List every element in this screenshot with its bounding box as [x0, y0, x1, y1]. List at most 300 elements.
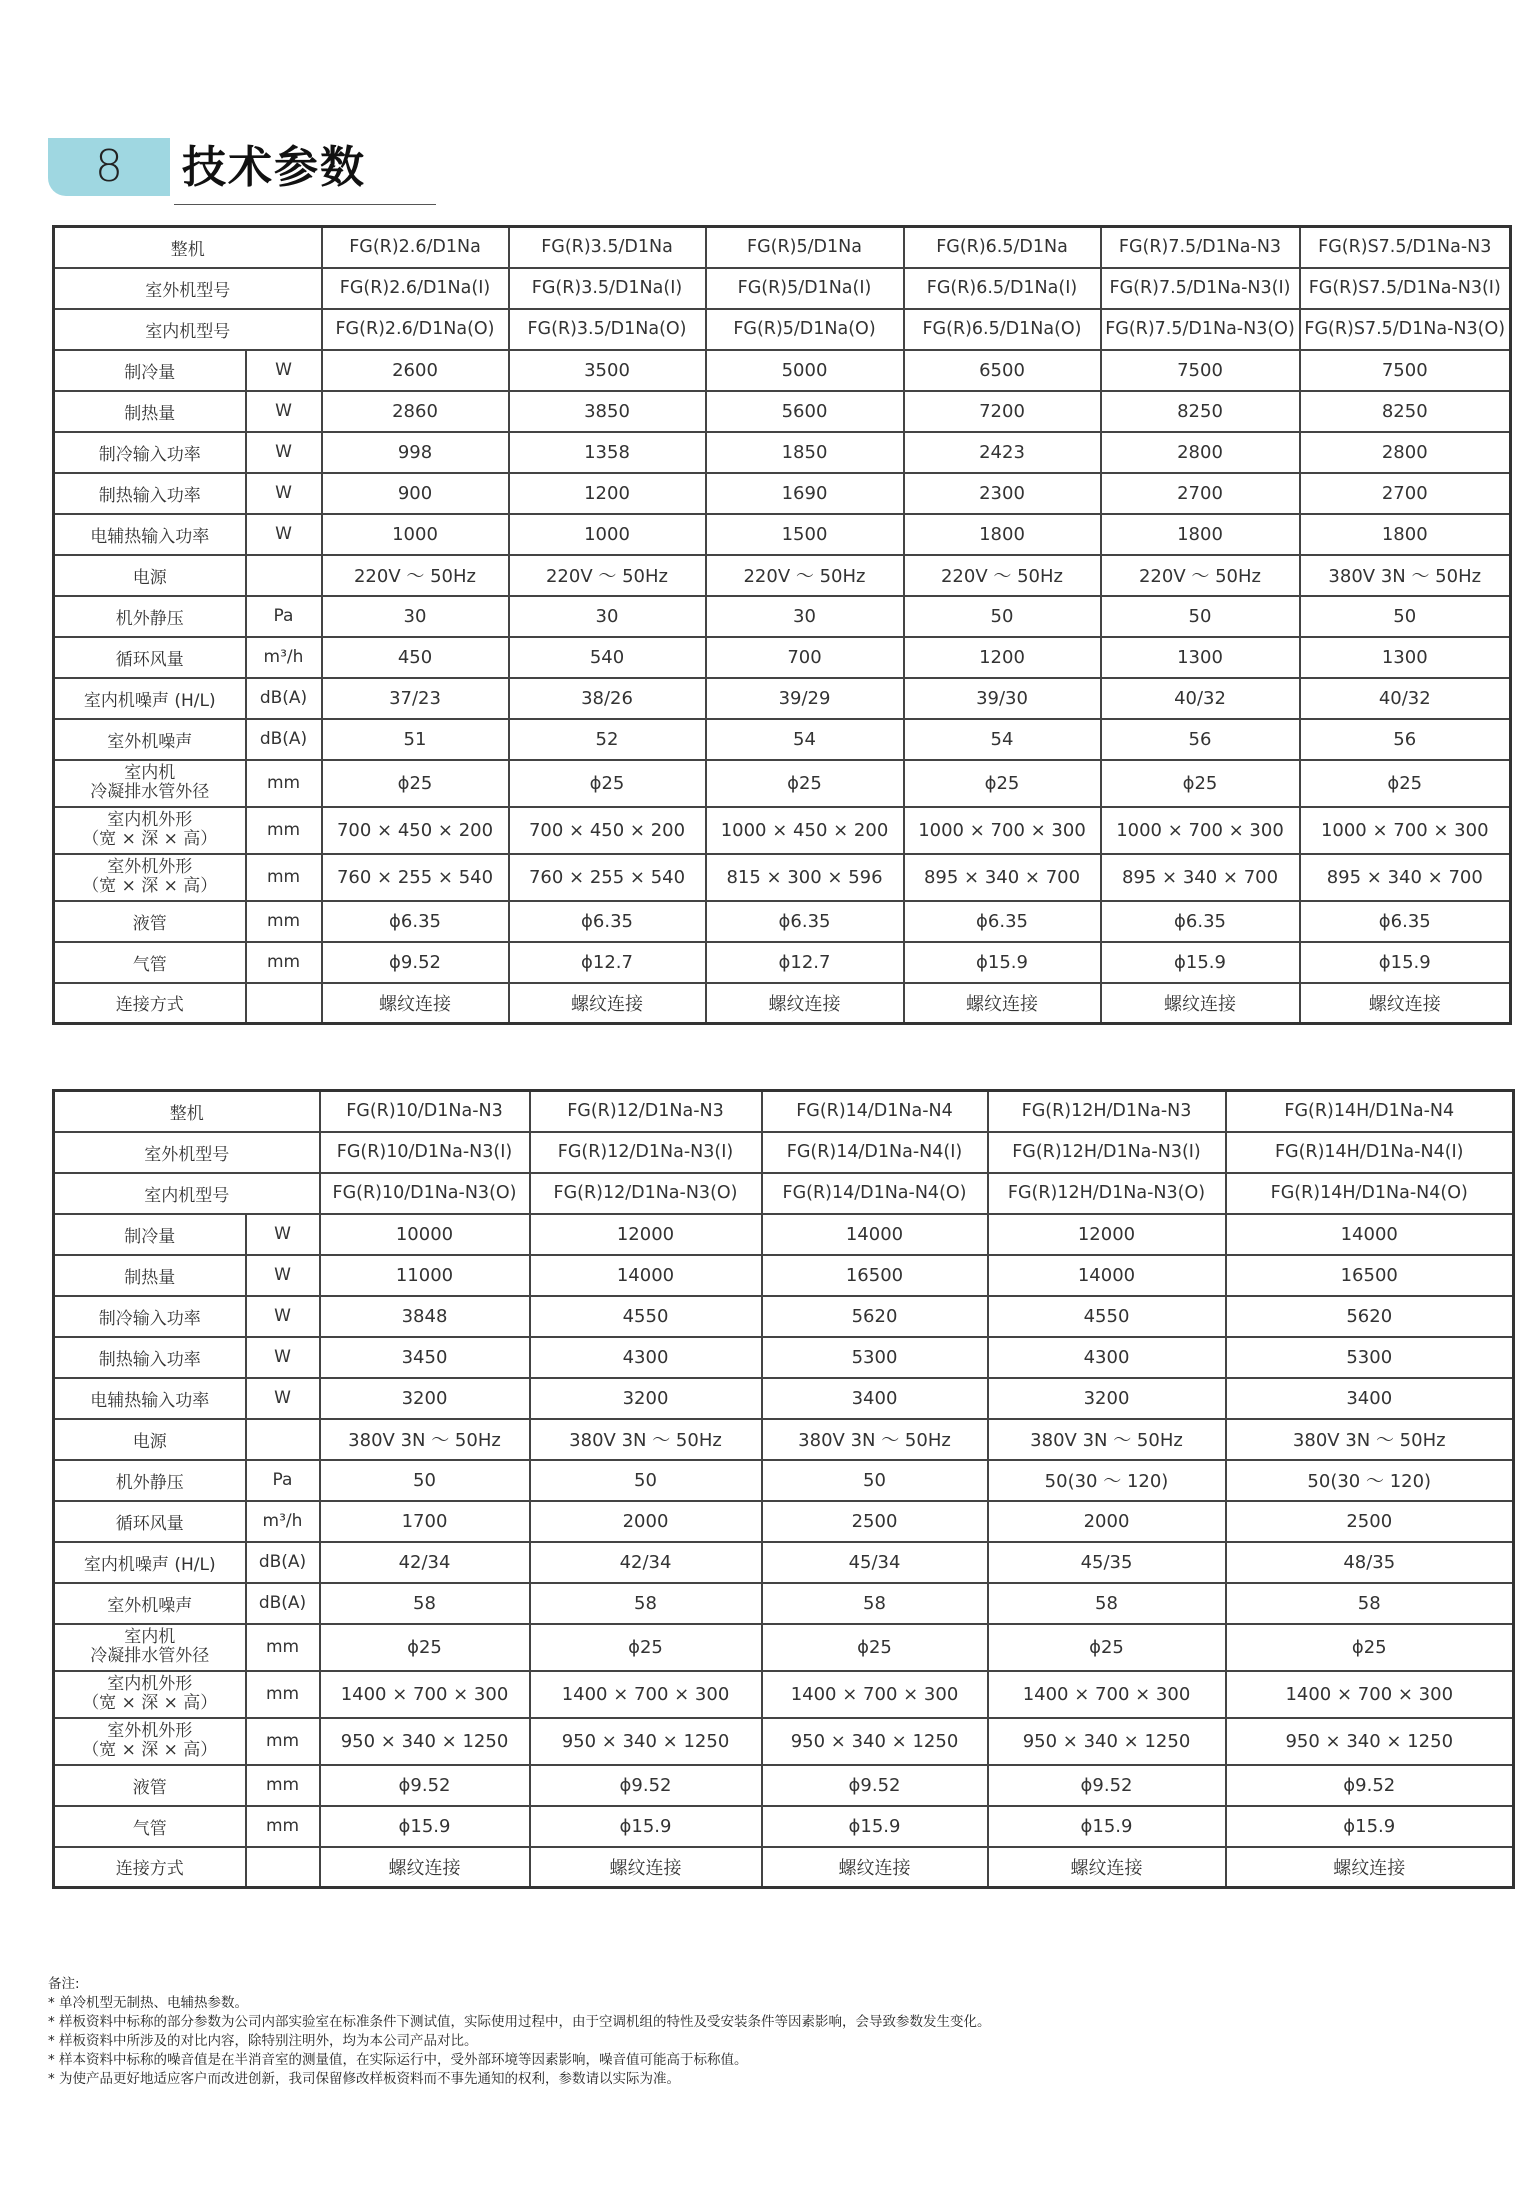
value-cell: 380V 3N ～ 50Hz — [1226, 1419, 1514, 1460]
value-cell: 1000 — [509, 514, 706, 555]
value-cell: 54 — [706, 719, 904, 760]
value-cell: 5620 — [762, 1296, 988, 1337]
value-cell: 540 — [509, 637, 706, 678]
value-cell: 11000 — [320, 1255, 530, 1296]
model-cell: FG(R)12/D1Na-N3(O) — [530, 1173, 762, 1214]
row-label: 制热量 — [54, 1255, 246, 1296]
value-cell: 1000 — [322, 514, 509, 555]
value-cell: 1300 — [1101, 637, 1300, 678]
value-cell: 30 — [322, 596, 509, 637]
value-cell: 5620 — [1226, 1296, 1514, 1337]
model-cell: FG(R)6.5/D1Na(O) — [904, 309, 1101, 350]
row-label: 循环风量 — [54, 1501, 246, 1542]
spec-row — [54, 1337, 1514, 1378]
value-cell: 2860 — [322, 391, 509, 432]
value-cell: 5300 — [762, 1337, 988, 1378]
value-cell: 50 — [762, 1460, 988, 1501]
value-cell: 2000 — [530, 1501, 762, 1542]
row-label: 室外机型号 — [54, 1132, 320, 1173]
value-cell: ϕ9.52 — [322, 942, 509, 983]
value-cell: 1200 — [904, 637, 1101, 678]
model-row-outdoor — [54, 268, 1511, 309]
value-cell: ϕ25 — [706, 760, 904, 807]
unit-cell: mm — [246, 854, 322, 901]
value-cell: 50 — [530, 1460, 762, 1501]
value-cell: ϕ25 — [320, 1624, 530, 1671]
row-label: 液管 — [54, 901, 246, 942]
value-cell: 56 — [1300, 719, 1511, 760]
value-cell: 2600 — [322, 350, 509, 391]
note-item: * 样本资料中标称的噪音值是在半消音室的测量值，在实际运行中，受外部环境等因素影响，噪音值可能高于标称值。 — [48, 2052, 748, 2068]
model-cell: FG(R)14H/D1Na-N4 — [1226, 1091, 1514, 1132]
value-cell: 14000 — [988, 1255, 1226, 1296]
unit-cell: Pa — [246, 596, 322, 637]
spec-row — [54, 1296, 1514, 1337]
spec-row — [54, 1460, 1514, 1501]
value-cell: 450 — [322, 637, 509, 678]
model-cell: FG(R)3.5/D1Na(O) — [509, 309, 706, 350]
value-cell: ϕ6.35 — [904, 901, 1101, 942]
spec-row — [54, 555, 1511, 596]
value-cell: 4300 — [530, 1337, 762, 1378]
value-cell: ϕ25 — [1101, 760, 1300, 807]
value-cell: 1400 × 700 × 300 — [530, 1671, 762, 1718]
value-cell: 螺纹连接 — [904, 983, 1101, 1024]
value-cell: ϕ9.52 — [320, 1765, 530, 1806]
value-cell: 3500 — [509, 350, 706, 391]
unit-cell: mm — [246, 1624, 320, 1671]
value-cell: 螺纹连接 — [762, 1847, 988, 1888]
value-cell: 3400 — [1226, 1378, 1514, 1419]
unit-cell — [246, 1847, 320, 1888]
value-cell: ϕ6.35 — [706, 901, 904, 942]
unit-cell: m³/h — [246, 637, 322, 678]
row-label: 制冷输入功率 — [54, 432, 246, 473]
section-title: 技术参数 — [182, 142, 366, 193]
row-label-line1: 室外机外形 — [107, 1721, 193, 1741]
model-cell: FG(R)12H/D1Na-N3(I) — [988, 1132, 1226, 1173]
row-label: 室外机型号 — [54, 268, 322, 309]
model-row-indoor — [54, 1173, 1514, 1214]
unit-cell: mm — [246, 760, 322, 807]
model-cell: FG(R)10/D1Na-N3(I) — [320, 1132, 530, 1173]
value-cell: 6500 — [904, 350, 1101, 391]
model-cell: FG(R)5/D1Na — [706, 227, 904, 268]
value-cell: 50(30 ～ 120) — [1226, 1460, 1514, 1501]
spec-row — [54, 514, 1511, 555]
notes — [48, 1975, 1488, 2089]
value-cell: 220V ～ 50Hz — [1101, 555, 1300, 596]
spec-row — [54, 760, 1511, 807]
model-cell: FG(R)5/D1Na(O) — [706, 309, 904, 350]
unit-cell: W — [246, 1296, 320, 1337]
value-cell: ϕ15.9 — [320, 1806, 530, 1847]
row-label: 室内机噪声 (H/L) — [54, 1542, 246, 1583]
model-row-header — [54, 1091, 1514, 1132]
row-label: 电辅热输入功率 — [54, 1378, 246, 1419]
row-label: 循环风量 — [54, 637, 246, 678]
value-cell: 16500 — [762, 1255, 988, 1296]
row-label: 室内机型号 — [54, 1173, 320, 1214]
value-cell: 950 × 340 × 1250 — [320, 1718, 530, 1765]
row-label — [54, 1718, 246, 1765]
unit-cell: dB(A) — [246, 719, 322, 760]
value-cell: 42/34 — [530, 1542, 762, 1583]
row-label: 制热量 — [54, 391, 246, 432]
unit-cell: W — [246, 1337, 320, 1378]
value-cell: ϕ25 — [322, 760, 509, 807]
row-label: 室外机噪声 — [54, 1583, 246, 1624]
value-cell: 380V 3N ～ 50Hz — [988, 1419, 1226, 1460]
value-cell: 螺纹连接 — [320, 1847, 530, 1888]
value-cell: 30 — [706, 596, 904, 637]
value-cell: 1800 — [1101, 514, 1300, 555]
row-label — [54, 854, 246, 901]
spec-row — [54, 391, 1511, 432]
value-cell: 54 — [904, 719, 1101, 760]
model-cell: FG(R)7.5/D1Na-N3(O) — [1101, 309, 1300, 350]
row-label: 制冷量 — [54, 350, 246, 391]
value-cell: 螺纹连接 — [1226, 1847, 1514, 1888]
value-cell: 5600 — [706, 391, 904, 432]
value-cell: ϕ25 — [762, 1624, 988, 1671]
unit-cell: W — [246, 514, 322, 555]
value-cell: 1000 × 700 × 300 — [1101, 807, 1300, 854]
value-cell: ϕ25 — [530, 1624, 762, 1671]
value-cell: ϕ15.9 — [530, 1806, 762, 1847]
value-cell: 1800 — [904, 514, 1101, 555]
value-cell: 7500 — [1101, 350, 1300, 391]
model-cell: FG(R)5/D1Na(I) — [706, 268, 904, 309]
value-cell: ϕ6.35 — [322, 901, 509, 942]
row-label: 电辅热输入功率 — [54, 514, 246, 555]
row-label — [54, 1624, 246, 1671]
row-label-line2: 冷凝排水管外径 — [90, 1646, 210, 1666]
value-cell: 螺纹连接 — [988, 1847, 1226, 1888]
value-cell: 220V ～ 50Hz — [706, 555, 904, 596]
value-cell: 14000 — [530, 1255, 762, 1296]
spec-row — [54, 1583, 1514, 1624]
value-cell: 220V ～ 50Hz — [322, 555, 509, 596]
spec-row — [54, 1378, 1514, 1419]
spec-row — [54, 596, 1511, 637]
spec-row — [54, 678, 1511, 719]
spec-row — [54, 942, 1511, 983]
value-cell: 895 × 340 × 700 — [1300, 854, 1511, 901]
unit-cell: W — [246, 1378, 320, 1419]
value-cell: 8250 — [1300, 391, 1511, 432]
value-cell: 1700 — [320, 1501, 530, 1542]
row-label — [54, 1671, 246, 1718]
value-cell: 380V 3N ～ 50Hz — [762, 1419, 988, 1460]
model-row-header — [54, 227, 1511, 268]
value-cell: ϕ25 — [1226, 1624, 1514, 1671]
value-cell: 1400 × 700 × 300 — [762, 1671, 988, 1718]
value-cell: 950 × 340 × 1250 — [762, 1718, 988, 1765]
value-cell: 16500 — [1226, 1255, 1514, 1296]
spec-row — [54, 637, 1511, 678]
row-label: 气管 — [54, 942, 246, 983]
value-cell: 2700 — [1101, 473, 1300, 514]
value-cell: 螺纹连接 — [1300, 983, 1511, 1024]
value-cell: ϕ15.9 — [988, 1806, 1226, 1847]
value-cell: 1400 × 700 × 300 — [1226, 1671, 1514, 1718]
note-item: * 为使产品更好地适应客户而改进创新，我司保留修改样板资料而不事先通知的权利，参数请以实际为准。 — [48, 2071, 681, 2087]
spec-row — [54, 1501, 1514, 1542]
model-cell: FG(R)S7.5/D1Na-N3(O) — [1300, 309, 1511, 350]
model-cell: FG(R)S7.5/D1Na-N3 — [1300, 227, 1511, 268]
value-cell: 700 — [706, 637, 904, 678]
value-cell: 39/30 — [904, 678, 1101, 719]
value-cell: 2500 — [1226, 1501, 1514, 1542]
row-label: 电源 — [54, 1419, 246, 1460]
unit-cell: W — [246, 432, 322, 473]
spec-row — [54, 1419, 1514, 1460]
row-label: 制热输入功率 — [54, 473, 246, 514]
model-cell: FG(R)10/D1Na-N3(O) — [320, 1173, 530, 1214]
note-item: * 样板资料中标称的部分参数为公司内部实验室在标准条件下测试值，实际使用过程中，由于空调机组的特性及受安装条件等因素影响，会导致参数发生变化。 — [48, 2014, 991, 2030]
value-cell: ϕ9.52 — [988, 1765, 1226, 1806]
value-cell: ϕ25 — [988, 1624, 1226, 1671]
value-cell: ϕ9.52 — [1226, 1765, 1514, 1806]
unit-cell: Pa — [246, 1460, 320, 1501]
model-cell: FG(R)14H/D1Na-N4(I) — [1226, 1132, 1514, 1173]
model-cell: FG(R)3.5/D1Na(I) — [509, 268, 706, 309]
value-cell: 58 — [530, 1583, 762, 1624]
value-cell: 12000 — [988, 1214, 1226, 1255]
value-cell: 1000 × 450 × 200 — [706, 807, 904, 854]
value-cell: 2300 — [904, 473, 1101, 514]
row-label: 室内机噪声 (H/L) — [54, 678, 246, 719]
value-cell: 950 × 340 × 1250 — [1226, 1718, 1514, 1765]
spec-row — [54, 1624, 1514, 1671]
unit-cell: dB(A) — [246, 678, 322, 719]
section-number: 8 — [95, 141, 123, 192]
row-label-line2: （宽 × 深 × 高） — [82, 1740, 218, 1760]
value-cell: 3850 — [509, 391, 706, 432]
value-cell: 3450 — [320, 1337, 530, 1378]
spec-row — [54, 983, 1511, 1024]
unit-cell: W — [246, 350, 322, 391]
spec-table-2 — [52, 1089, 1515, 1889]
value-cell: 45/34 — [762, 1542, 988, 1583]
model-cell: FG(R)6.5/D1Na — [904, 227, 1101, 268]
unit-cell: m³/h — [246, 1501, 320, 1542]
value-cell: 1358 — [509, 432, 706, 473]
value-cell: 1500 — [706, 514, 904, 555]
model-cell: FG(R)7.5/D1Na-N3 — [1101, 227, 1300, 268]
row-label: 连接方式 — [54, 983, 246, 1024]
unit-cell: mm — [246, 1765, 320, 1806]
model-cell: FG(R)14/D1Na-N4 — [762, 1091, 988, 1132]
spec-row — [54, 854, 1511, 901]
value-cell: 50(30 ～ 120) — [988, 1460, 1226, 1501]
row-label-line1: 室内机 — [124, 1627, 176, 1647]
value-cell: 5000 — [706, 350, 904, 391]
row-label — [54, 760, 246, 807]
value-cell: 50 — [320, 1460, 530, 1501]
row-label: 制热输入功率 — [54, 1337, 246, 1378]
value-cell: 3848 — [320, 1296, 530, 1337]
model-cell: FG(R)6.5/D1Na(I) — [904, 268, 1101, 309]
value-cell: 37/23 — [322, 678, 509, 719]
value-cell: 螺纹连接 — [1101, 983, 1300, 1024]
value-cell: 螺纹连接 — [509, 983, 706, 1024]
model-row-outdoor — [54, 1132, 1514, 1173]
unit-cell: dB(A) — [246, 1542, 320, 1583]
value-cell: 14000 — [1226, 1214, 1514, 1255]
model-cell: FG(R)7.5/D1Na-N3(I) — [1101, 268, 1300, 309]
unit-cell — [246, 555, 322, 596]
model-cell: FG(R)S7.5/D1Na-N3(I) — [1300, 268, 1511, 309]
unit-cell: W — [246, 391, 322, 432]
value-cell: 1690 — [706, 473, 904, 514]
value-cell: 760 × 255 × 540 — [322, 854, 509, 901]
spec-row — [54, 1542, 1514, 1583]
unit-cell: mm — [246, 901, 322, 942]
value-cell: 1000 × 700 × 300 — [904, 807, 1101, 854]
unit-cell: mm — [246, 807, 322, 854]
value-cell: ϕ15.9 — [904, 942, 1101, 983]
value-cell: 8250 — [1101, 391, 1300, 432]
row-label-line2: （宽 × 深 × 高） — [82, 1693, 218, 1713]
value-cell: 45/35 — [988, 1542, 1226, 1583]
value-cell: 5300 — [1226, 1337, 1514, 1378]
value-cell: ϕ6.35 — [509, 901, 706, 942]
value-cell: 30 — [509, 596, 706, 637]
value-cell: 760 × 255 × 540 — [509, 854, 706, 901]
value-cell: 12000 — [530, 1214, 762, 1255]
model-cell: FG(R)10/D1Na-N3 — [320, 1091, 530, 1132]
model-cell: FG(R)3.5/D1Na — [509, 227, 706, 268]
model-cell: FG(R)14/D1Na-N4(I) — [762, 1132, 988, 1173]
value-cell: 螺纹连接 — [530, 1847, 762, 1888]
value-cell: 700 × 450 × 200 — [509, 807, 706, 854]
unit-cell: mm — [246, 1671, 320, 1718]
model-cell: FG(R)12/D1Na-N3(I) — [530, 1132, 762, 1173]
value-cell: 1400 × 700 × 300 — [320, 1671, 530, 1718]
row-label: 整机 — [54, 227, 322, 268]
unit-cell: W — [246, 1255, 320, 1296]
spec-row — [54, 432, 1511, 473]
value-cell: 1000 × 700 × 300 — [1300, 807, 1511, 854]
value-cell: ϕ9.52 — [762, 1765, 988, 1806]
unit-cell: mm — [246, 942, 322, 983]
section-header — [48, 138, 392, 208]
value-cell: 50 — [904, 596, 1101, 637]
spec-row — [54, 1214, 1514, 1255]
row-label-line1: 室外机外形 — [107, 857, 193, 877]
model-cell: FG(R)2.6/D1Na(I) — [322, 268, 509, 309]
spec-row — [54, 1765, 1514, 1806]
row-label-line1: 室内机外形 — [107, 1674, 193, 1694]
spec-row — [54, 807, 1511, 854]
value-cell: 4550 — [530, 1296, 762, 1337]
value-cell: 14000 — [762, 1214, 988, 1255]
row-label-line2: 冷凝排水管外径 — [90, 782, 210, 802]
row-label: 电源 — [54, 555, 246, 596]
value-cell: 380V 3N ～ 50Hz — [530, 1419, 762, 1460]
value-cell: 895 × 340 × 700 — [904, 854, 1101, 901]
unit-cell: mm — [246, 1718, 320, 1765]
value-cell: 900 — [322, 473, 509, 514]
row-label: 机外静压 — [54, 1460, 246, 1501]
value-cell: 950 × 340 × 1250 — [988, 1718, 1226, 1765]
value-cell: ϕ9.52 — [530, 1765, 762, 1806]
value-cell: 48/35 — [1226, 1542, 1514, 1583]
row-label: 连接方式 — [54, 1847, 246, 1888]
value-cell: 51 — [322, 719, 509, 760]
model-cell: FG(R)2.6/D1Na — [322, 227, 509, 268]
value-cell: ϕ15.9 — [1101, 942, 1300, 983]
value-cell: 2800 — [1101, 432, 1300, 473]
value-cell: 2423 — [904, 432, 1101, 473]
spec-row — [54, 1806, 1514, 1847]
unit-cell: W — [246, 473, 322, 514]
row-label: 整机 — [54, 1091, 320, 1132]
value-cell: ϕ25 — [904, 760, 1101, 807]
value-cell: 998 — [322, 432, 509, 473]
model-cell: FG(R)14/D1Na-N4(O) — [762, 1173, 988, 1214]
row-label: 室外机噪声 — [54, 719, 246, 760]
row-label: 室内机型号 — [54, 309, 322, 350]
value-cell: 7200 — [904, 391, 1101, 432]
value-cell: ϕ15.9 — [762, 1806, 988, 1847]
value-cell: 3200 — [530, 1378, 762, 1419]
row-label-line1: 室内机外形 — [107, 810, 193, 830]
model-cell: FG(R)14H/D1Na-N4(O) — [1226, 1173, 1514, 1214]
spec-row — [54, 901, 1511, 942]
model-cell: FG(R)12H/D1Na-N3 — [988, 1091, 1226, 1132]
value-cell: 52 — [509, 719, 706, 760]
value-cell: 3400 — [762, 1378, 988, 1419]
value-cell: 1800 — [1300, 514, 1511, 555]
value-cell: 10000 — [320, 1214, 530, 1255]
value-cell: 38/26 — [509, 678, 706, 719]
value-cell: 1400 × 700 × 300 — [988, 1671, 1226, 1718]
value-cell: 58 — [1226, 1583, 1514, 1624]
value-cell: 56 — [1101, 719, 1300, 760]
value-cell: 42/34 — [320, 1542, 530, 1583]
value-cell: 2700 — [1300, 473, 1511, 514]
value-cell: 4550 — [988, 1296, 1226, 1337]
value-cell: 4300 — [988, 1337, 1226, 1378]
value-cell: ϕ6.35 — [1300, 901, 1511, 942]
value-cell: 39/29 — [706, 678, 904, 719]
spec-row — [54, 719, 1511, 760]
spec-row — [54, 1255, 1514, 1296]
value-cell: 1200 — [509, 473, 706, 514]
value-cell: 40/32 — [1101, 678, 1300, 719]
title-underline — [174, 204, 436, 205]
value-cell: 螺纹连接 — [706, 983, 904, 1024]
row-label-line2: （宽 × 深 × 高） — [82, 829, 218, 849]
model-cell: FG(R)12H/D1Na-N3(O) — [988, 1173, 1226, 1214]
value-cell: 3200 — [320, 1378, 530, 1419]
row-label — [54, 807, 246, 854]
row-label-line1: 室内机 — [124, 763, 176, 783]
note-item: * 单冷机型无制热、电辅热参数。 — [48, 1995, 249, 2011]
value-cell: ϕ25 — [1300, 760, 1511, 807]
value-cell: ϕ12.7 — [509, 942, 706, 983]
value-cell: 2800 — [1300, 432, 1511, 473]
row-label: 机外静压 — [54, 596, 246, 637]
value-cell: ϕ15.9 — [1226, 1806, 1514, 1847]
value-cell: ϕ6.35 — [1101, 901, 1300, 942]
unit-cell: mm — [246, 1806, 320, 1847]
value-cell: ϕ12.7 — [706, 942, 904, 983]
value-cell: 950 × 340 × 1250 — [530, 1718, 762, 1765]
